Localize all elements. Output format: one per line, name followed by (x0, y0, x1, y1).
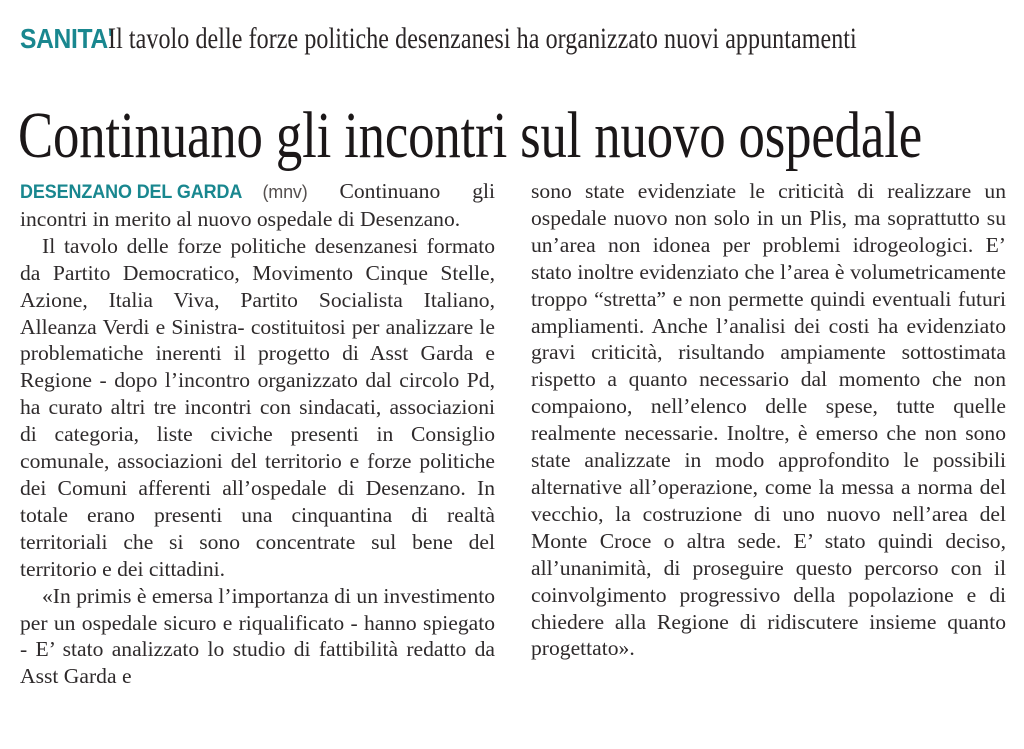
kicker-section-label: SANITA' (20, 23, 114, 54)
kicker-row (20, 24, 1010, 58)
page-title: Continuano gli incontri sul nuovo ospedale (18, 99, 922, 173)
paragraph-lead-text: Continuano gli incontri in merito al nuovo ospedale di Desenzano. (20, 179, 495, 231)
article-agency-code: (mnv) (262, 182, 308, 202)
article-dateline: DESENZANO DEL GARDA (20, 181, 243, 203)
paragraph-3: «In primis è emersa l’importanza di un investimento per un ospedale sicuro e riqualificato - hanno spiegato - E’ stato analizzato lo studio di fattibilità redatto da Asst Garda e (20, 583, 495, 689)
article-column-right (531, 178, 1006, 690)
paragraph-lead (20, 178, 495, 233)
paragraph-2: Il tavolo delle forze politiche desenzanesi formato da Partito Democratico, Movimento Cinque Stelle, Azione, Italia Viva, Partito Socialista Italiano, Alleanza Verdi e Sinistra- costituitosi per analizzare le problematiche inerenti il progetto di Asst Garda e Regione - dopo l’incontro organizzato dal circolo Pd, ha curato altri tre incontri con sindacati, associazioni di categoria, liste civiche presenti in Consiglio comunale, associazioni del territorio e forze politiche dei Comuni afferenti all’ospedale di Desenzano. In totale erano presenti una cinquantina di realtà territoriali che si sono concentrate sul bene del territorio e dei cittadini. (20, 233, 495, 581)
kicker-summary: Il tavolo delle forze politiche desenzanesi ha organizzato nuovi appuntamenti (108, 22, 857, 55)
article-body (20, 178, 1006, 690)
paragraph-4: sono state evidenziate le criticità di realizzare un ospedale nuovo non solo in un Plis, ma soprattutto su un’area non idonea per problemi idrogeologici. E’ stato inoltre evidenziato che l’area è volumetricamente troppo “stretta” e non permette quindi eventuali futuri ampliamenti. Anche l’analisi dei costi ha evidenziato gravi criticità, risultando ampiamente sottostimata rispetto a quanto necessario dal momento che non compaiono, nell’elenco delle spese, tutte quelle realmente necessarie. Inoltre, è emerso che non sono state analizzate in modo approfondito le possibili alternative all’operazione, come la messa a norma del vecchio, la costruzione di uno nuovo nell’area del Monte Croce o altra sede. E’ stato quindi deciso, all’unanimità, di proseguire questo percorso con il coinvolgimento progressivo della popolazione e di chiedere alla Regione di ridiscutere insieme quanto progettato». (531, 179, 1006, 661)
article-column-left (20, 178, 495, 690)
